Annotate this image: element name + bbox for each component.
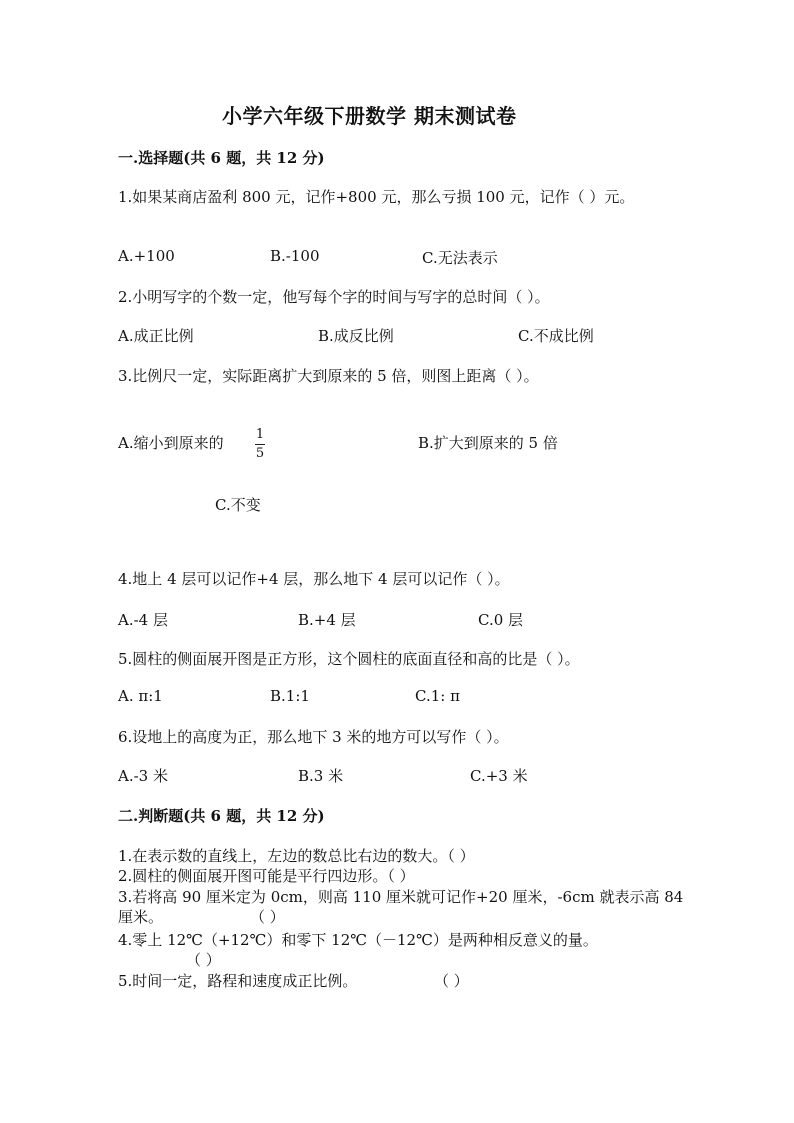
judgment-1-text: 1.在表示数的直线上，左边的数总比右边的数大。（ ） (118, 847, 475, 865)
judgment-3-answer-blank[interactable]: （ ） (250, 908, 285, 926)
q1-option-b[interactable]: B.-100 (270, 247, 320, 265)
q2-option-b[interactable]: B.成反比例 (318, 327, 394, 345)
q1-option-c[interactable]: C.无法表示 (422, 249, 498, 267)
judgment-3-text: 3.若将高 90 厘米定为 0cm，则高 110 厘米就可记作+20 厘米，-6cm 就表示高 84 (118, 888, 684, 906)
q3-option-b[interactable]: B.扩大到原来的 5 倍 (418, 434, 558, 452)
section-heading-judgment: 二.判断题(共 6 题，共 12 分) (118, 807, 325, 825)
q4-option-c[interactable]: C.0 层 (478, 611, 524, 629)
q5-option-b[interactable]: B.1:1 (270, 687, 310, 705)
fraction-denominator: 5 (255, 446, 265, 461)
question-6-text: 6.设地上的高度为正，那么地下 3 米的地方可以写作（ ）。 (118, 728, 509, 746)
q4-option-b[interactable]: B.+4 层 (298, 611, 356, 629)
judgment-2-text: 2.圆柱的侧面展开图可能是平行四边形。（ ） (118, 867, 415, 885)
q3-option-a-fraction (255, 428, 265, 460)
q5-option-c[interactable]: C.1: π (415, 687, 460, 705)
judgment-4-answer-blank[interactable]: （ ） (186, 951, 221, 969)
section-heading-choice: 一.选择题(共 6 题，共 12 分) (118, 149, 325, 167)
page-title: 小学六年级下册数学 期末测试卷 (222, 104, 517, 128)
q6-option-c[interactable]: C.+3 米 (470, 767, 528, 785)
judgment-5-text: 5.时间一定，路程和速度成正比例。 (118, 972, 358, 990)
q6-option-a[interactable]: A.-3 米 (118, 767, 168, 785)
q6-option-b[interactable]: B.3 米 (298, 767, 344, 785)
question-1-text: 1.如果某商店盈利 800 元，记作+800 元，那么亏损 100 元，记作（ ）元。 (118, 188, 635, 206)
q2-option-a[interactable]: A.成正比例 (118, 327, 194, 345)
judgment-3-text-cont: 厘米。 (118, 908, 164, 926)
q5-option-a[interactable]: A. π:1 (118, 687, 163, 705)
judgment-5-answer-blank[interactable]: （ ） (434, 972, 469, 990)
fraction-bar (255, 444, 265, 445)
judgment-4-text: 4.零上 12℃（+12℃）和零下 12℃（－12℃）是两种相反意义的量。 (118, 931, 598, 949)
question-3-text: 3.比例尺一定，实际距离扩大到原来的 5 倍，则图上距离（ ）。 (118, 367, 539, 385)
q3-option-c[interactable]: C.不变 (215, 496, 261, 514)
q4-option-a[interactable]: A.-4 层 (118, 611, 168, 629)
question-5-text: 5.圆柱的侧面展开图是正方形，这个圆柱的底面直径和高的比是（ ）。 (118, 650, 580, 668)
question-4-text: 4.地上 4 层可以记作+4 层，那么地下 4 层可以记作（ ）。 (118, 570, 510, 588)
fraction-numerator: 1 (255, 427, 265, 442)
q2-option-c[interactable]: C.不成比例 (518, 327, 594, 345)
q1-option-a[interactable]: A.+100 (118, 247, 175, 265)
question-2-text: 2.小明写字的个数一定，他写每个字的时间与写字的总时间（ ）。 (118, 288, 550, 306)
q3-option-a[interactable]: A.缩小到原来的 (118, 434, 224, 452)
